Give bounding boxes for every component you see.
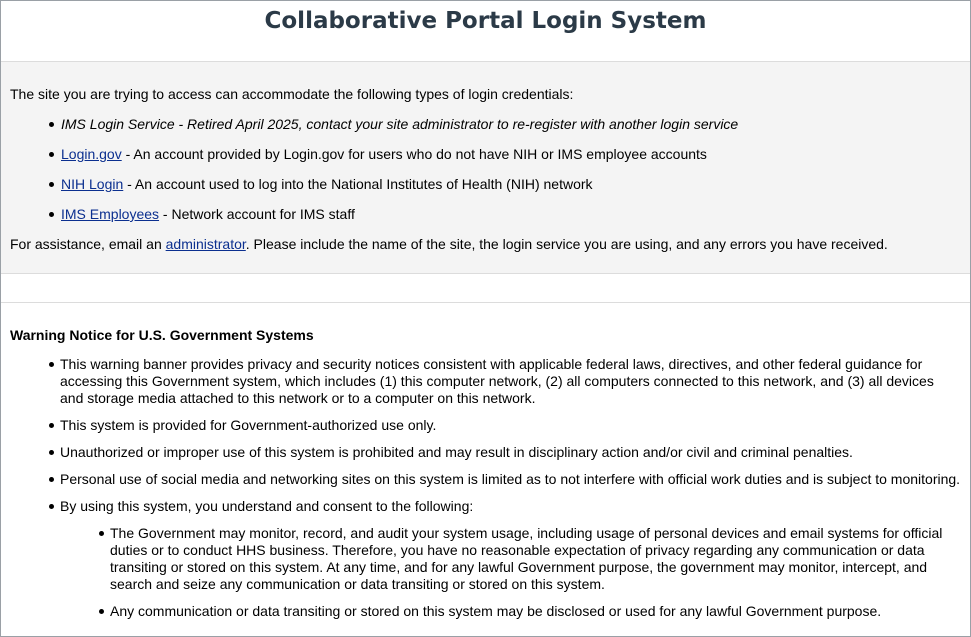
consent-item-disclosure: Any communication or data transiting or stored on this system may be disclosed or used for any lawful Government purpose. — [110, 603, 961, 620]
warning-notice-section — [1, 303, 970, 620]
credential-item-ims-employees — [61, 206, 961, 223]
login-intro-text: The site you are trying to access can accommodate the following types of login credentials: — [10, 86, 574, 102]
consent-intro: By using this system, you understand and consent to the following: — [60, 498, 474, 514]
credential-item-logingov — [61, 146, 961, 163]
logingov-description: - An account provided by Login.gov for users who do not have NIH or IMS employee accounts — [121, 146, 707, 162]
assistance-text — [10, 236, 961, 253]
warning-list — [10, 356, 961, 620]
section-divider — [1, 274, 970, 303]
page-title: Collaborative Portal Login System — [1, 1, 970, 62]
nih-description: - An account used to log into the National Institutes of Health (NIH) network — [123, 176, 593, 192]
ims-retired-notice: IMS Login Service - Retired April 2025, contact your site administrator to re-register with another login service — [61, 116, 739, 132]
assist-prefix: For assistance, email an — [10, 236, 166, 252]
credential-item-ims-login — [61, 116, 961, 133]
consent-item-monitoring: The Government may monitor, record, and audit your system usage, including usage of personal devices and email systems for official duties or to conduct HHS business. Therefore, you have no reasonable expectation of privacy regarding any communication or data transiting or stored on this system. At any time, and for any lawful Government purpose, the government may monitor, intercept, and search and seize any communication or data transiting or stored on this system. — [110, 525, 961, 593]
warning-heading: Warning Notice for U.S. Government Systems — [10, 327, 314, 343]
nih-login-link[interactable]: NIH Login — [61, 176, 124, 192]
logingov-link[interactable]: Login.gov — [61, 146, 122, 162]
warning-item-banner: This warning banner provides privacy and security notices consistent with applicable federal laws, directives, and other federal guidance for accessing this Government system, which includes (1) this computer network, (2) all computers connected to this network, and (3) all devices and storage media attached to this network or to a computer on this network. — [60, 356, 961, 407]
ims-employees-link[interactable]: IMS Employees — [61, 206, 160, 222]
credential-item-nih — [61, 176, 961, 193]
warning-item-authorized-use: This system is provided for Government-authorized use only. — [60, 417, 961, 434]
assist-suffix: . Please include the name of the site, the login service you are using, and any errors you have received. — [245, 236, 888, 252]
login-credential-list — [10, 116, 961, 223]
login-info-panel — [1, 62, 970, 274]
consent-list — [60, 525, 961, 620]
warning-item-consent — [60, 498, 961, 620]
warning-item-social-media: Personal use of social media and networking sites on this system is limited as to not interfere with official work duties and is subject to monitoring. — [60, 471, 961, 487]
ims-employees-description: - Network account for IMS staff — [159, 206, 355, 222]
administrator-link[interactable]: administrator — [165, 236, 246, 252]
warning-item-unauthorized-use: Unauthorized or improper use of this system is prohibited and may result in disciplinary action and/or civil and criminal penalties. — [60, 444, 961, 461]
